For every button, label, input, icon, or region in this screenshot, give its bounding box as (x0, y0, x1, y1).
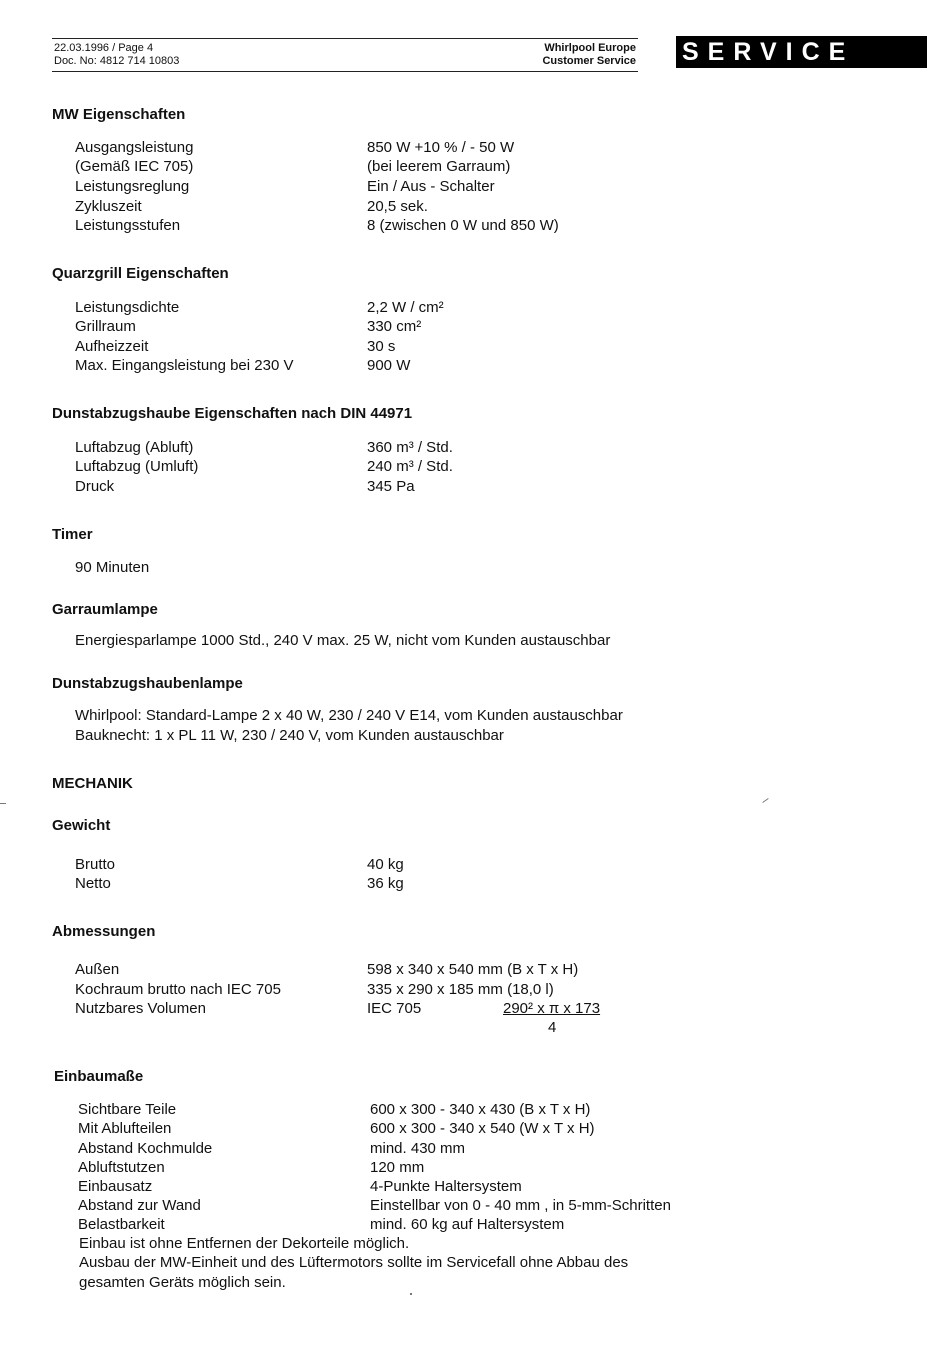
header-department: Customer Service (542, 55, 636, 67)
install-row-value: 600 x 300 - 340 x 540 (W x T x H) (370, 1120, 595, 1137)
hood-row-label: Luftabzug (Abluft) (75, 439, 194, 456)
dimensions-row-label: Nutzbares Volumen (75, 1000, 206, 1017)
grill-row-label: Max. Eingangsleistung bei 230 V (75, 357, 294, 374)
hood-row-label: Luftabzug (Umluft) (75, 458, 199, 475)
section-title-hood-lamp: Dunstabzugshaubenlampe (52, 675, 243, 692)
install-row-value: 4-Punkte Haltersystem (370, 1178, 522, 1195)
install-row-label: Abstand zur Wand (78, 1197, 201, 1214)
grill-row-label: Leistungsdichte (75, 299, 180, 316)
grill-row-value: 30 s (367, 338, 396, 355)
install-row-value: 600 x 300 - 340 x 430 (B x T x H) (370, 1101, 591, 1118)
install-row-value: 120 mm (370, 1159, 425, 1176)
dimensions-row-value: 598 x 340 x 540 mm (B x T x H) (367, 961, 579, 978)
hood-row-label: Druck (75, 478, 115, 495)
volume-formula-denominator: 4 (548, 1019, 557, 1036)
install-note: Ausbau der MW-Einheit und des Lüftermotors sollte im Servicefall ohne Abbau des (79, 1254, 629, 1271)
mw-row-value: Ein / Aus - Schalter (367, 178, 495, 195)
install-row-value: mind. 430 mm (370, 1140, 466, 1157)
install-row-label: Mit Ablufteilen (78, 1120, 172, 1137)
volume-formula-numerator: 290² x π x 173 (503, 1000, 601, 1017)
install-row-label: Belastbarkeit (78, 1216, 165, 1233)
scan-mark (762, 798, 768, 803)
mw-row-label: Zykluszeit (75, 198, 142, 215)
mw-row-label: Leistungsreglung (75, 178, 190, 195)
grill-row-label: Grillraum (75, 318, 136, 335)
hood-row-value: 360 m³ / Std. (367, 439, 453, 456)
dimensions-row-value: 335 x 290 x 185 mm (18,0 l) (367, 981, 554, 998)
hood-lamp-line: Bauknecht: 1 x PL 11 W, 230 / 240 V, vom Kunden austauschbar (75, 727, 504, 744)
lamp-text: Energiesparlampe 1000 Std., 240 V max. 25 W, nicht vom Kunden austauschbar (75, 632, 611, 649)
mw-row-value: 20,5 sek. (367, 198, 428, 215)
section-title-lamp: Garraumlampe (52, 601, 158, 618)
weight-row-value: 40 kg (367, 856, 404, 873)
section-title-timer: Timer (52, 526, 93, 543)
header-date-page: 22.03.1996 / Page 4 (54, 42, 154, 54)
section-title-grill: Quarzgrill Eigenschaften (52, 265, 229, 282)
scan-mark (0, 803, 6, 804)
weight-row-label: Netto (75, 875, 111, 892)
mw-row-label: (Gemäß IEC 705) (75, 158, 194, 175)
weight-row-label: Brutto (75, 856, 116, 873)
mw-row-value: 850 W +10 % / - 50 W (367, 139, 515, 156)
mw-row-label: Ausgangsleistung (75, 139, 194, 156)
mw-row-label: Leistungsstufen (75, 217, 181, 234)
hood-lamp-line: Whirlpool: Standard-Lampe 2 x 40 W, 230 / 240 V E14, vom Kunden austauschbar (75, 707, 623, 724)
header-doc-no: Doc. No: 4812 714 10803 (54, 55, 180, 67)
service-banner: SERVICE (676, 36, 927, 68)
dimensions-row-label: Außen (75, 961, 120, 978)
header-right (542, 42, 636, 68)
grill-row-value: 2,2 W / cm² (367, 299, 444, 316)
timer-text: 90 Minuten (75, 559, 150, 576)
hood-row-value: 345 Pa (367, 478, 415, 495)
grill-row-value: 330 cm² (367, 318, 422, 335)
install-row-label: Abluftstutzen (78, 1159, 165, 1176)
install-note: gesamten Geräts möglich sein. (79, 1274, 286, 1291)
weight-row-value: 36 kg (367, 875, 404, 892)
section-title-weight: Gewicht (52, 817, 111, 834)
section-title-hood: Dunstabzugshaube Eigenschaften nach DIN 44971 (52, 405, 413, 422)
hood-row-value: 240 m³ / Std. (367, 458, 453, 475)
section-title-mw: MW Eigenschaften (52, 106, 186, 123)
scan-mark (410, 1293, 412, 1295)
header-left (54, 42, 179, 68)
dimensions-row-value: IEC 705 (367, 1000, 422, 1017)
mw-row-value: 8 (zwischen 0 W und 850 W) (367, 217, 559, 234)
install-row-value: Einstellbar von 0 - 40 mm , in 5-mm-Schritten (370, 1197, 671, 1214)
install-row-value: mind. 60 kg auf Haltersystem (370, 1216, 565, 1233)
section-title-dimensions: Abmessungen (52, 923, 156, 940)
header-company: Whirlpool Europe (544, 42, 636, 54)
grill-row-value: 900 W (367, 357, 411, 374)
dimensions-row-label: Kochraum brutto nach IEC 705 (75, 981, 281, 998)
mw-row-value: (bei leerem Garraum) (367, 158, 511, 175)
install-row-label: Sichtbare Teile (78, 1101, 177, 1118)
section-title-mechanik: MECHANIK (52, 775, 133, 792)
grill-row-label: Aufheizzeit (75, 338, 149, 355)
install-row-label: Abstand Kochmulde (78, 1140, 213, 1157)
page-header (52, 38, 638, 72)
section-title-install: Einbaumaße (54, 1068, 144, 1085)
install-row-label: Einbausatz (78, 1178, 153, 1195)
install-note: Einbau ist ohne Entfernen der Dekorteile möglich. (79, 1235, 410, 1252)
